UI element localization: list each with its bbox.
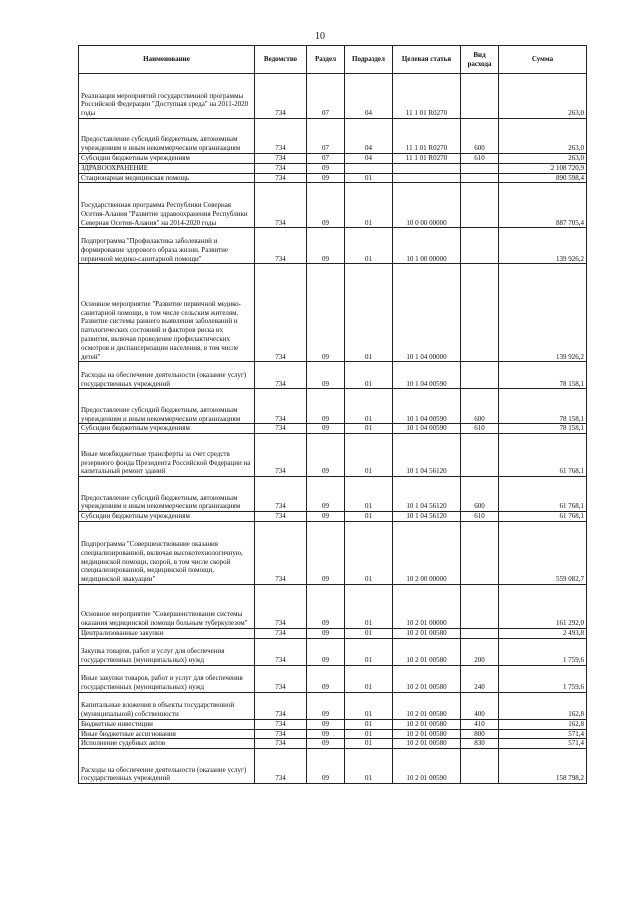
row-name: Иные бюджетные ассигнования — [79, 729, 255, 739]
row-expense-kind: 410 — [461, 719, 499, 729]
row-department: 734 — [255, 665, 307, 692]
row-sum: 78 158,1 — [499, 389, 587, 424]
row-expense-kind: 610 — [461, 512, 499, 522]
row-name: Закупка товаров, работ и услуг для обеспечения государственных (муниципальных) нужд — [79, 638, 255, 665]
row-expense-kind — [461, 163, 499, 173]
row-subsection: 04 — [345, 119, 393, 154]
row-target-article: 10 2 01 00000 — [393, 584, 461, 628]
row-sum: 571,4 — [499, 739, 587, 749]
row-subsection: 04 — [345, 154, 393, 164]
row-subsection: 01 — [345, 477, 393, 512]
table-row — [79, 183, 587, 228]
row-subsection: 01 — [345, 389, 393, 424]
header-section: Раздел — [307, 46, 345, 74]
table-row — [79, 729, 587, 739]
row-name: Стационарная медицинская помощь — [79, 173, 255, 183]
row-name: Централизованные закупки — [79, 628, 255, 638]
row-name: Капитальные вложения в объекты государственной (муниципальной) собственности — [79, 692, 255, 719]
row-sum: 162,8 — [499, 692, 587, 719]
row-department: 734 — [255, 264, 307, 362]
row-name: Предоставление субсидий бюджетным, автономным учреждениям и иным некоммерческим организациям — [79, 389, 255, 424]
row-department: 734 — [255, 183, 307, 228]
row-department: 734 — [255, 739, 307, 749]
row-section: 09 — [307, 163, 345, 173]
row-sum: 158 798,2 — [499, 749, 587, 784]
row-expense-kind: 200 — [461, 638, 499, 665]
row-target-article: 10 1 00 00000 — [393, 228, 461, 264]
row-sum: 2 108 720,9 — [499, 163, 587, 173]
row-section: 09 — [307, 389, 345, 424]
row-section: 09 — [307, 719, 345, 729]
row-section: 09 — [307, 183, 345, 228]
row-name: Иные межбюджетные трансферты за счет средств резервного фонда Президента Российской Федерации на капитальный ремонт зданий — [79, 434, 255, 477]
row-expense-kind — [461, 264, 499, 362]
row-subsection: 01 — [345, 228, 393, 264]
row-target-article: 10 2 01 00580 — [393, 739, 461, 749]
row-target-article: 10 2 01 00580 — [393, 719, 461, 729]
row-target-article: 10 1 04 00000 — [393, 264, 461, 362]
row-department: 734 — [255, 638, 307, 665]
row-subsection: 01 — [345, 638, 393, 665]
table-row — [79, 119, 587, 154]
table-row — [79, 173, 587, 183]
table-row — [79, 692, 587, 719]
row-department: 734 — [255, 119, 307, 154]
row-name: Субсидии бюджетным учреждениям — [79, 512, 255, 522]
row-target-article: 10 1 04 00590 — [393, 424, 461, 434]
row-department: 734 — [255, 749, 307, 784]
row-target-article: 10 2 01 00580 — [393, 729, 461, 739]
row-target-article: 10 2 00 00000 — [393, 521, 461, 584]
row-sum: 78 158,1 — [499, 362, 587, 389]
row-department: 734 — [255, 74, 307, 119]
row-sum: 571,4 — [499, 729, 587, 739]
header-target-article: Целевая статья — [393, 46, 461, 74]
row-target-article: 10 1 04 00590 — [393, 362, 461, 389]
row-department: 734 — [255, 729, 307, 739]
table-row — [79, 434, 587, 477]
row-department: 734 — [255, 173, 307, 183]
table-row — [79, 477, 587, 512]
row-expense-kind: 610 — [461, 424, 499, 434]
row-target-article: 10 1 04 56120 — [393, 477, 461, 512]
row-subsection: 01 — [345, 692, 393, 719]
row-target-article: 11 1 01 R0270 — [393, 74, 461, 119]
row-name: Реализация мероприятий государственной программы Российской Федерации "Доступная среда" на 2011-2020 годы — [79, 74, 255, 119]
row-name: Предоставление субсидий бюджетным, автономным учреждениям и иным некоммерческим организациям — [79, 119, 255, 154]
row-name: Исполнение судебных актов — [79, 739, 255, 749]
row-section: 09 — [307, 228, 345, 264]
row-department: 734 — [255, 628, 307, 638]
row-subsection: 01 — [345, 512, 393, 522]
row-subsection: 01 — [345, 521, 393, 584]
row-subsection: 01 — [345, 424, 393, 434]
row-section: 09 — [307, 264, 345, 362]
row-name: Субсидии бюджетным учреждениям — [79, 424, 255, 434]
row-expense-kind — [461, 521, 499, 584]
row-sum: 61 768,1 — [499, 477, 587, 512]
table-row — [79, 424, 587, 434]
row-sum: 263,0 — [499, 154, 587, 164]
row-expense-kind — [461, 362, 499, 389]
table-row — [79, 665, 587, 692]
row-subsection: 04 — [345, 74, 393, 119]
row-section: 09 — [307, 512, 345, 522]
row-name: Бюджетные инвестиции — [79, 719, 255, 729]
row-section: 09 — [307, 521, 345, 584]
row-expense-kind: 400 — [461, 692, 499, 719]
row-subsection: 01 — [345, 628, 393, 638]
row-department: 734 — [255, 512, 307, 522]
row-subsection: 01 — [345, 183, 393, 228]
row-subsection: 01 — [345, 434, 393, 477]
row-target-article: 10 2 01 00580 — [393, 692, 461, 719]
row-expense-kind: 600 — [461, 477, 499, 512]
row-department: 734 — [255, 154, 307, 164]
row-department: 734 — [255, 692, 307, 719]
row-sum: 139 926,2 — [499, 228, 587, 264]
row-expense-kind: 600 — [461, 389, 499, 424]
table-row — [79, 719, 587, 729]
row-name: Основное мероприятие "Совершенствование системы оказания медицинской помощи больным туберкулезом" — [79, 584, 255, 628]
row-expense-kind — [461, 434, 499, 477]
row-section: 09 — [307, 729, 345, 739]
row-sum: 263,0 — [499, 74, 587, 119]
row-sum: 162,8 — [499, 719, 587, 729]
header-name: Наименование — [79, 46, 255, 74]
row-expense-kind: 610 — [461, 154, 499, 164]
row-subsection: 01 — [345, 749, 393, 784]
row-sum: 139 926,2 — [499, 264, 587, 362]
row-section: 09 — [307, 739, 345, 749]
row-department: 734 — [255, 719, 307, 729]
row-sum: 890 598,4 — [499, 173, 587, 183]
row-department: 734 — [255, 389, 307, 424]
table-row — [79, 228, 587, 264]
row-department: 734 — [255, 434, 307, 477]
row-section: 09 — [307, 173, 345, 183]
row-target-article: 10 1 04 56120 — [393, 512, 461, 522]
row-department: 734 — [255, 521, 307, 584]
row-target-article: 11 1 01 R0270 — [393, 154, 461, 164]
row-sum: 263,0 — [499, 119, 587, 154]
row-name: Субсидии бюджетным учреждениям — [79, 154, 255, 164]
row-name: Государственная программа Республики Северная Осетия-Алания "Развитие здравоохранения Республики Северная Осетия-Алания" на 2014-2020 годы — [79, 183, 255, 228]
header-expense-kind: Вид расхода — [461, 46, 499, 74]
row-subsection: 01 — [345, 264, 393, 362]
row-target-article: 10 2 01 00580 — [393, 665, 461, 692]
table-row — [79, 521, 587, 584]
row-sum: 1 759,6 — [499, 665, 587, 692]
table-row — [79, 389, 587, 424]
row-subsection: 01 — [345, 584, 393, 628]
row-name: Подпрограмма "Профилактика заболеваний и формирование здорового образа жизни. Развитие первичной медико-санитарной помощи" — [79, 228, 255, 264]
row-expense-kind: 240 — [461, 665, 499, 692]
row-section: 07 — [307, 74, 345, 119]
row-expense-kind — [461, 183, 499, 228]
table-row — [79, 154, 587, 164]
row-expense-kind: 800 — [461, 729, 499, 739]
row-expense-kind — [461, 74, 499, 119]
row-subsection: 01 — [345, 719, 393, 729]
row-target-article: 10 2 01 00580 — [393, 638, 461, 665]
row-target-article: 10 1 04 56120 — [393, 434, 461, 477]
page-number: 10 — [315, 31, 325, 42]
row-target-article: 10 2 01 00580 — [393, 628, 461, 638]
row-target-article — [393, 163, 461, 173]
row-target-article: 10 1 04 00590 — [393, 389, 461, 424]
table-row — [79, 584, 587, 628]
row-section: 09 — [307, 665, 345, 692]
row-subsection: 01 — [345, 362, 393, 389]
row-sum: 78 158,1 — [499, 424, 587, 434]
row-sum: 887 705,4 — [499, 183, 587, 228]
row-expense-kind: 830 — [461, 739, 499, 749]
row-department: 734 — [255, 424, 307, 434]
row-section: 07 — [307, 154, 345, 164]
row-subsection: 01 — [345, 173, 393, 183]
row-expense-kind — [461, 628, 499, 638]
row-sum: 61 768,1 — [499, 434, 587, 477]
row-name: Подпрограмма "Совершенствование оказания специализированной, включая высокотехнологичную, медицинской помощи, скорой, в том числе скорой специализированной, медицинской помощи, медицинской эвакуации" — [79, 521, 255, 584]
row-department: 734 — [255, 163, 307, 173]
row-section: 09 — [307, 434, 345, 477]
row-expense-kind — [461, 749, 499, 784]
row-department: 734 — [255, 477, 307, 512]
row-name: Предоставление субсидий бюджетным, автономным учреждениям и иным некоммерческим организациям — [79, 477, 255, 512]
row-name: ЗДРАВООХРАНЕНИЕ — [79, 163, 255, 173]
row-sum: 161 292,0 — [499, 584, 587, 628]
row-name: Иные закупки товаров, работ и услуг для обеспечения государственных (муниципальных) нужд — [79, 665, 255, 692]
row-expense-kind — [461, 173, 499, 183]
table-row — [79, 163, 587, 173]
row-sum: 61 768,1 — [499, 512, 587, 522]
row-target-article: 10 0 00 00000 — [393, 183, 461, 228]
table-row — [79, 749, 587, 784]
row-department: 734 — [255, 584, 307, 628]
row-section: 09 — [307, 584, 345, 628]
row-sum: 2 493,8 — [499, 628, 587, 638]
table-row — [79, 638, 587, 665]
row-section: 09 — [307, 362, 345, 389]
row-expense-kind — [461, 228, 499, 264]
row-name: Расходы на обеспечение деятельности (оказание услуг) государственных учреждений — [79, 749, 255, 784]
row-department: 734 — [255, 362, 307, 389]
row-section: 09 — [307, 628, 345, 638]
row-section: 07 — [307, 119, 345, 154]
row-subsection: 01 — [345, 729, 393, 739]
row-subsection — [345, 163, 393, 173]
budget-table — [78, 45, 587, 784]
table-row — [79, 264, 587, 362]
table-header-row — [79, 46, 587, 74]
header-subsection: Подраздел — [345, 46, 393, 74]
row-section: 09 — [307, 749, 345, 784]
table-row — [79, 512, 587, 522]
row-section: 09 — [307, 477, 345, 512]
row-sum: 1 759,6 — [499, 638, 587, 665]
table-row — [79, 628, 587, 638]
row-target-article — [393, 173, 461, 183]
row-expense-kind — [461, 584, 499, 628]
row-sum: 559 082,7 — [499, 521, 587, 584]
row-subsection: 01 — [345, 665, 393, 692]
row-name: Основное мероприятие "Развитие первичной медико-санитарной помощи, в том числе сельским жителям. Развитие системы раннего выявления заболеваний и патологических состояний и факторов риска их развития, включая проведение профилактических осмотров и диспансеризации населения, в том числе детей" — [79, 264, 255, 362]
row-section: 09 — [307, 692, 345, 719]
row-target-article: 11 1 01 R0270 — [393, 119, 461, 154]
row-name: Расходы на обеспечение деятельности (оказание услуг) государственных учреждений — [79, 362, 255, 389]
table-row — [79, 739, 587, 749]
row-section: 09 — [307, 638, 345, 665]
table-row — [79, 362, 587, 389]
row-department: 734 — [255, 228, 307, 264]
row-section: 09 — [307, 424, 345, 434]
header-department: Ведомство — [255, 46, 307, 74]
row-target-article: 10 2 01 00590 — [393, 749, 461, 784]
header-sum: Сумма — [499, 46, 587, 74]
row-subsection: 01 — [345, 739, 393, 749]
row-expense-kind: 600 — [461, 119, 499, 154]
table-row — [79, 74, 587, 119]
